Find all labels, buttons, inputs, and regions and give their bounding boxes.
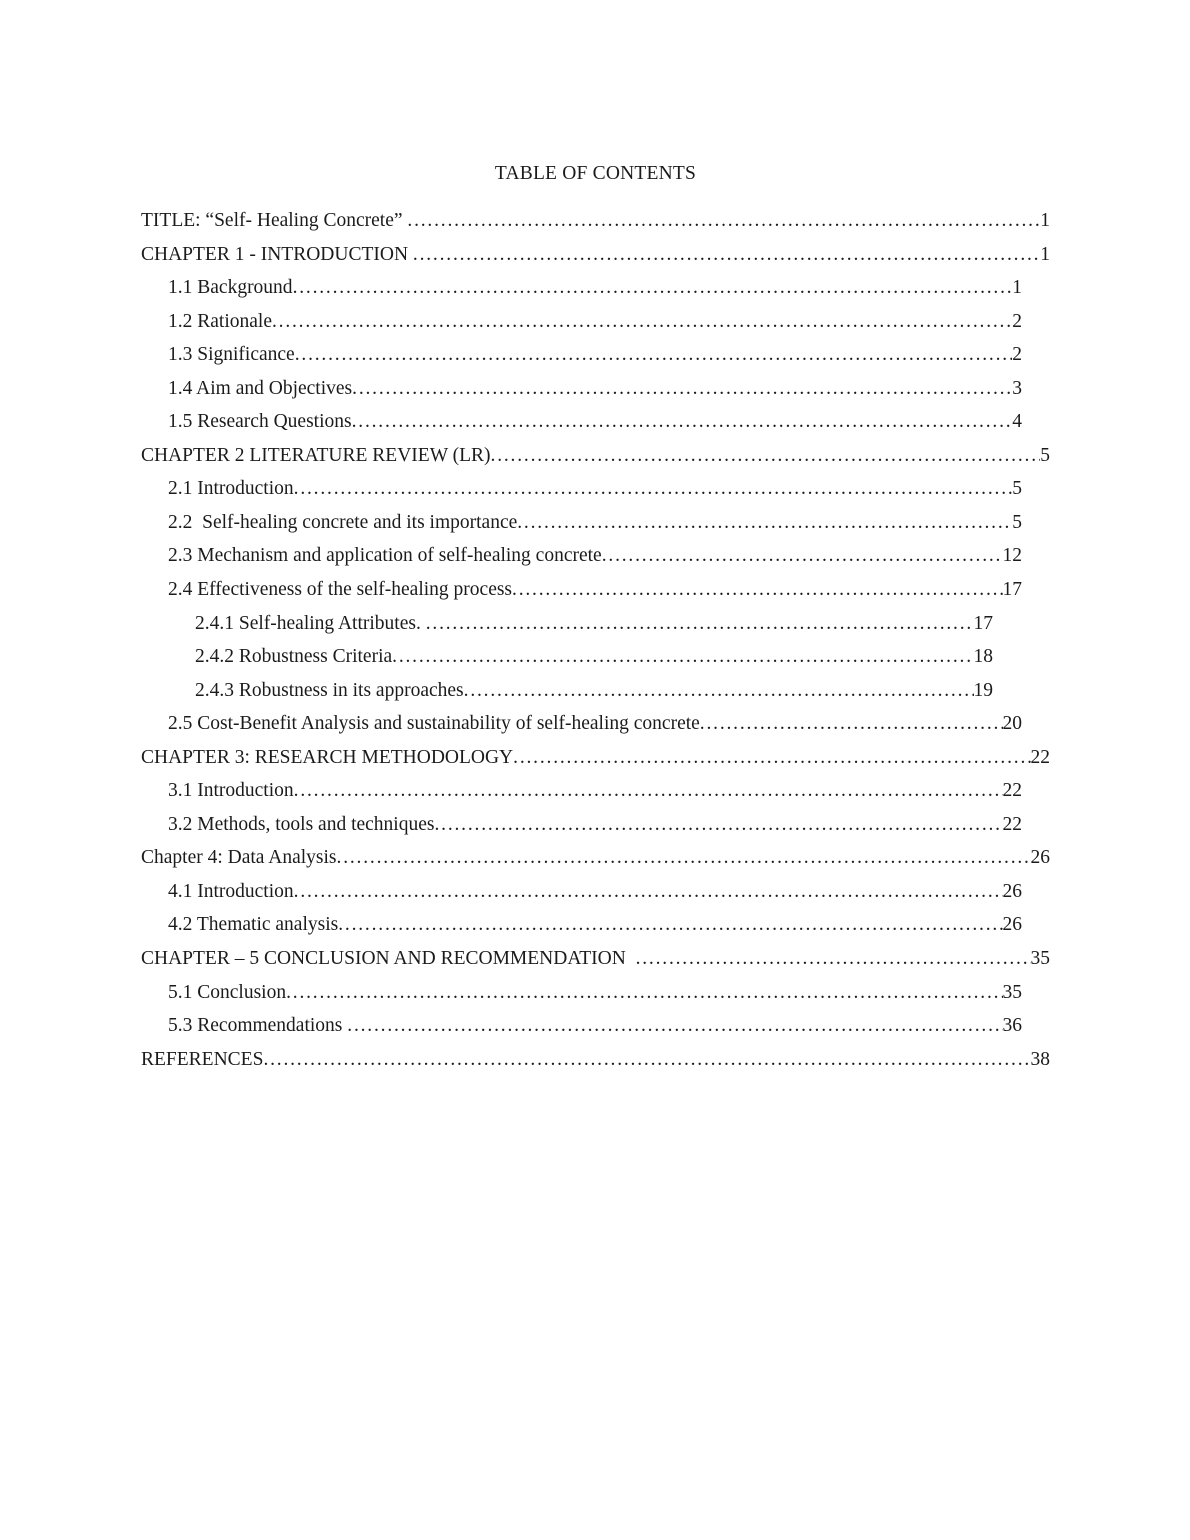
toc-entry[interactable] (141, 942, 1050, 976)
dot-leader (434, 808, 1002, 842)
toc-entry-label: 2.1 Introduction (168, 478, 294, 500)
toc-entry-label: REFERENCES (141, 1048, 264, 1070)
toc-entry[interactable] (195, 607, 993, 641)
toc-entry-page: 19 (973, 679, 993, 701)
toc-entry-label: Chapter 4: Data Analysis (141, 847, 337, 869)
toc-entry-page: 20 (1002, 713, 1022, 735)
dot-leader (700, 707, 1003, 741)
dot-leader (294, 875, 1003, 909)
dot-leader (294, 774, 1003, 808)
toc-entry-page: 4 (1012, 411, 1022, 433)
toc-entry[interactable] (168, 808, 1022, 842)
toc-entry-page: 5 (1012, 511, 1022, 533)
dot-leader (293, 271, 1013, 305)
toc-entry[interactable] (168, 271, 1022, 305)
dot-leader (407, 204, 1040, 238)
toc-entry[interactable] (141, 841, 1050, 875)
dot-leader (352, 372, 1012, 406)
toc-entry-page: 36 (1002, 1015, 1022, 1037)
dot-leader (512, 573, 1002, 607)
page-title: TABLE OF CONTENTS (494, 163, 697, 184)
toc-entry-page: 35 (1002, 981, 1022, 1003)
toc-entry-page: 17 (1002, 579, 1022, 601)
toc-entry-label: 4.2 Thematic analysis (168, 914, 339, 936)
toc-entry-label: CHAPTER 3: RESEARCH METHODOLOGY (141, 746, 514, 768)
toc-entry-page: 2 (1012, 310, 1022, 332)
dot-leader (352, 405, 1013, 439)
dot-leader (491, 439, 1041, 473)
toc-entry[interactable] (168, 305, 1022, 339)
toc-entry-page: 2 (1012, 344, 1022, 366)
toc-entry[interactable] (168, 573, 1022, 607)
table-of-contents (141, 204, 1050, 1076)
toc-entry-label: 3.2 Methods, tools and techniques (168, 813, 435, 835)
toc-entry-label: 1.4 Aim and Objectives (168, 377, 353, 399)
toc-entry-page: 22 (1002, 813, 1022, 835)
toc-entry-label: 2.2 Self-healing concrete and its importance (168, 511, 518, 533)
toc-entry-label: 3.1 Introduction (168, 780, 294, 802)
dot-leader (337, 841, 1031, 875)
toc-entry-page: 1 (1040, 210, 1050, 231)
toc-entry-label: 2.3 Mechanism and application of self-healing concrete (168, 545, 602, 567)
toc-entry-page: 22 (1002, 780, 1022, 802)
toc-entry-label: CHAPTER – 5 CONCLUSION AND RECOMMENDATION (141, 948, 636, 970)
toc-entry[interactable] (141, 204, 1050, 238)
toc-entry-page: 22 (1030, 746, 1050, 768)
toc-entry-page: 1 (1012, 277, 1022, 299)
dot-leader (263, 1043, 1030, 1077)
toc-entry-label: 1.1 Background (168, 277, 293, 299)
toc-entry[interactable] (168, 1009, 1022, 1043)
dot-leader (413, 238, 1040, 272)
toc-entry-label: 2.4.2 Robustness Criteria (195, 646, 393, 668)
dot-leader (295, 338, 1013, 372)
toc-entry[interactable] (141, 1043, 1050, 1077)
toc-entry[interactable] (141, 741, 1050, 775)
dot-leader (347, 1009, 1002, 1043)
toc-entry-label: 1.3 Significance (168, 344, 295, 366)
toc-entry[interactable] (195, 674, 993, 708)
toc-entry-page: 5 (1012, 478, 1022, 500)
dot-leader (513, 741, 1030, 775)
toc-entry-label: CHAPTER 1 - INTRODUCTION (141, 243, 413, 265)
dot-leader (338, 908, 1002, 942)
toc-entry[interactable] (168, 707, 1022, 741)
toc-entry-page: 3 (1012, 377, 1022, 399)
toc-entry[interactable] (168, 875, 1022, 909)
toc-entry-page: 17 (973, 612, 993, 634)
toc-entry-page: 26 (1002, 880, 1022, 902)
toc-entry[interactable] (141, 238, 1050, 272)
dot-leader (294, 472, 1013, 506)
toc-entry[interactable] (168, 908, 1022, 942)
toc-entry-label: 1.5 Research Questions (168, 411, 352, 433)
toc-entry-label: 2.4.1 Self-healing Attributes. (195, 612, 426, 634)
dot-leader (286, 976, 1002, 1010)
toc-entry-page: 26 (1002, 914, 1022, 936)
toc-entry[interactable] (168, 539, 1022, 573)
toc-entry-page: 12 (1002, 545, 1022, 567)
toc-entry[interactable] (168, 774, 1022, 808)
toc-entry[interactable] (168, 372, 1022, 406)
toc-entry[interactable] (168, 976, 1022, 1010)
toc-entry[interactable] (195, 640, 993, 674)
dot-leader (272, 305, 1012, 339)
toc-entry-label: 4.1 Introduction (168, 880, 294, 902)
toc-entry-page: 26 (1030, 847, 1050, 869)
toc-entry-label: CHAPTER 2 LITERATURE REVIEW (LR) (141, 444, 491, 466)
toc-entry-label: 2.4 Effectiveness of the self-healing process (168, 579, 513, 601)
toc-entry-label: 2.5 Cost-Benefit Analysis and sustainability of self-healing concrete (168, 713, 700, 735)
toc-entry-label: 2.4.3 Robustness in its approaches (195, 679, 464, 701)
dot-leader (464, 674, 974, 708)
toc-entry-label: TITLE: “Self- Healing Concrete” (141, 210, 408, 231)
toc-entry[interactable] (168, 405, 1022, 439)
toc-entry-page: 18 (973, 646, 993, 668)
toc-entry-label: 5.3 Recommendations (168, 1015, 348, 1037)
dot-leader (636, 942, 1031, 976)
dot-leader (426, 607, 974, 641)
toc-entry[interactable] (168, 472, 1022, 506)
dot-leader (602, 539, 1003, 573)
dot-leader (392, 640, 973, 674)
toc-entry[interactable] (168, 338, 1022, 372)
toc-entry-label: 1.2 Rationale (168, 310, 272, 332)
toc-entry-page: 38 (1030, 1048, 1050, 1070)
toc-entry-page: 1 (1040, 243, 1050, 265)
toc-entry[interactable] (168, 506, 1022, 540)
toc-entry-page: 35 (1030, 948, 1050, 970)
dot-leader (517, 506, 1012, 540)
toc-entry-page: 5 (1040, 444, 1050, 466)
toc-entry[interactable] (141, 439, 1050, 473)
toc-entry-label: 5.1 Conclusion (168, 981, 287, 1003)
